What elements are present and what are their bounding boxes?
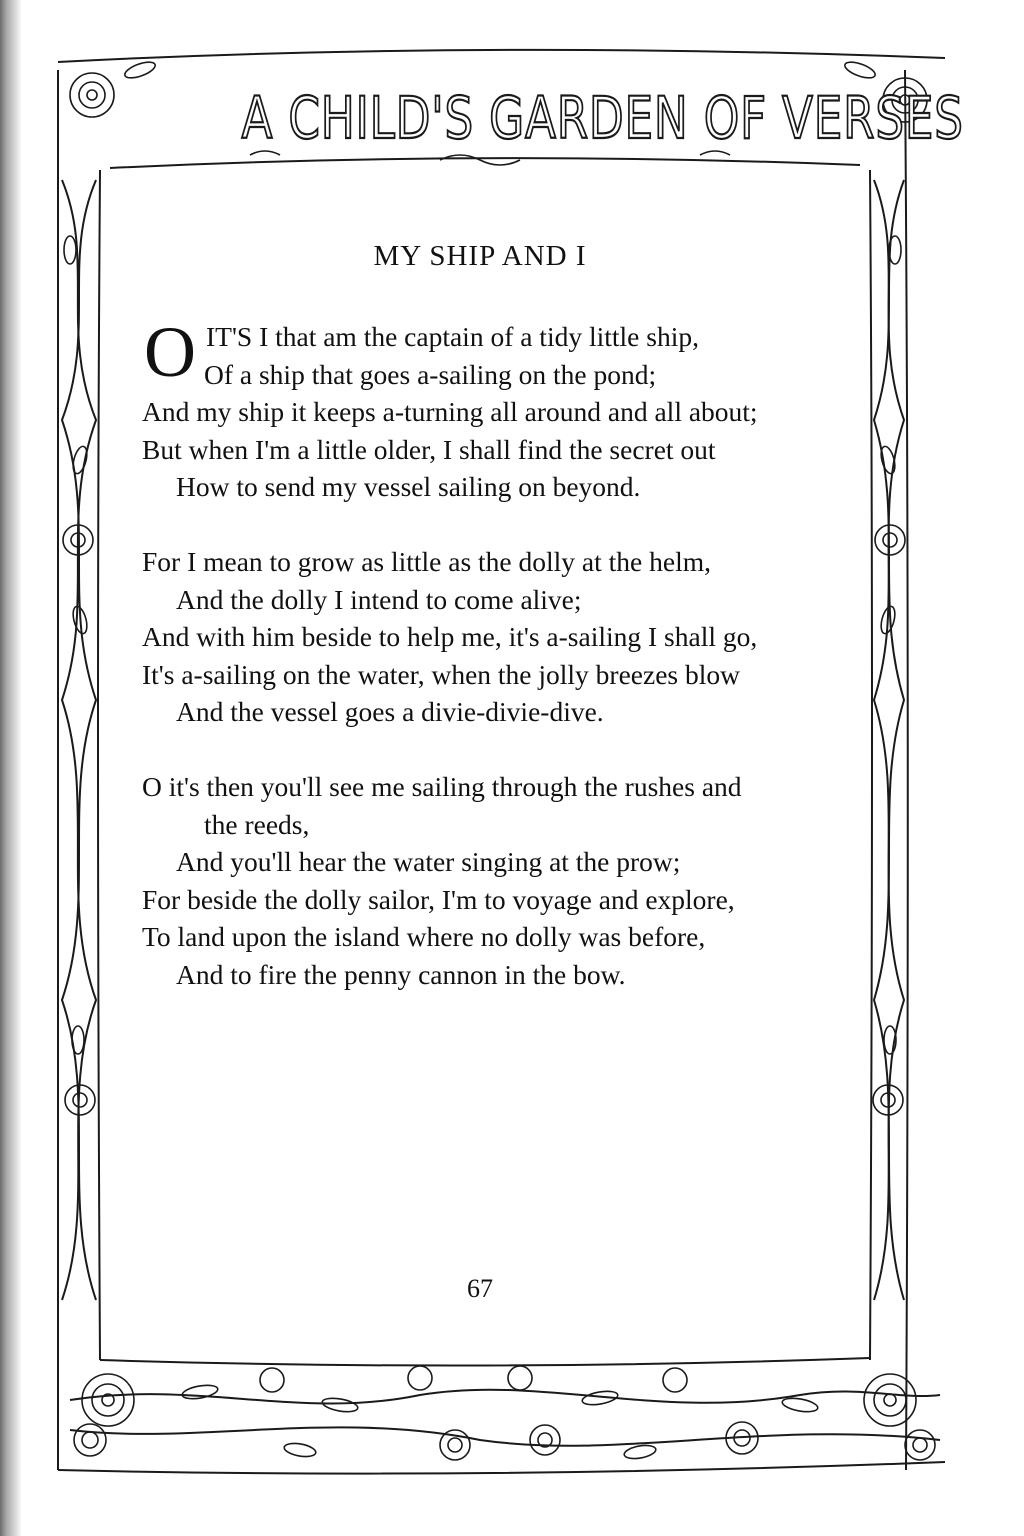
poem-body	[142, 312, 842, 1031]
poem-line: How to send my vessel sailing on beyond.	[176, 471, 641, 502]
poem-line: It's a-sailing on the water, when the jolly breezes blow	[142, 658, 740, 690]
poem-line: To land upon the island where no dolly was before,	[142, 921, 706, 952]
stanza-1	[142, 312, 842, 506]
stanza-3	[142, 768, 842, 993]
poem-line: Of a ship that goes a-sailing on the pond;	[204, 358, 657, 390]
stanza-2	[142, 543, 842, 731]
poem-line: For I mean to grow as little as the dolly at the helm,	[142, 546, 711, 577]
drop-cap: O	[144, 312, 196, 392]
poem-line: And to fire the penny cannon in the bow.	[176, 958, 626, 990]
poem-line: O it's then you'll see me sailing through the rushes and	[142, 771, 742, 802]
poem-line: And my ship it keeps a-turning all around and all about;	[142, 396, 758, 427]
poem-line: But when I'm a little older, I shall find the secret out	[142, 433, 716, 465]
poem-line: IT'S I that am the captain of a tidy little ship,	[206, 321, 699, 352]
poem-line: the reeds,	[204, 808, 310, 840]
rose-ornament-top-left	[70, 73, 114, 117]
poem-title: MY SHIP AND I	[373, 240, 587, 272]
poem-line: And the vessel goes a divie-divie-dive.	[176, 696, 604, 727]
poem-line: And the dolly I intend to come alive;	[176, 583, 582, 615]
poem-line: For beside the dolly sailor, I'm to voyage and explore,	[142, 883, 735, 915]
poem-line: And you'll hear the water singing at the prow;	[176, 846, 681, 877]
book-title-banner: A CHILD'S GARDEN OF VERSES	[241, 84, 964, 152]
page-number: 67	[467, 1274, 493, 1303]
poem-line: And with him beside to help me, it's a-sailing I shall go,	[142, 621, 758, 652]
